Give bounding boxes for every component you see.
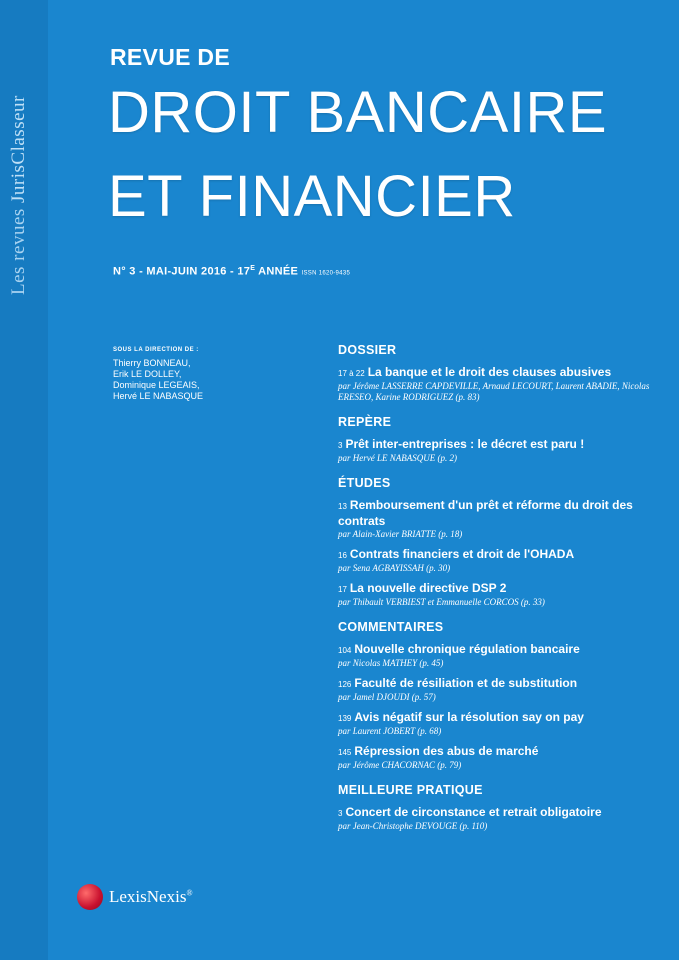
toc-entry-pages: 17: [338, 585, 347, 594]
journal-title-line1: DROIT BANCAIRE: [108, 80, 608, 145]
toc-entry-pages: 126: [338, 680, 352, 689]
spine-band: [0, 0, 48, 960]
toc-entry-authors: par Jean-Christophe DEVOUGE (p. 110): [338, 821, 488, 831]
toc-section-heading: MEILLEURE PRATIQUE: [338, 783, 483, 797]
toc-entry-title: Concert de circonstance et retrait obligatoire: [345, 805, 602, 819]
table-of-contents: [338, 343, 658, 839]
toc-entry-authors: par Alain-Xavier BRIATTE (p. 18): [338, 529, 463, 539]
toc-entry-title-line: [338, 437, 658, 453]
editorial-direction: [113, 347, 203, 402]
toc-entry-authors: par Jérôme LASSERRE CAPDEVILLE, Arnaud LECOURT, Laurent ABADIE, Nicolas ERESEO, Karine RODRIGUEZ (p. 83): [338, 381, 650, 402]
publisher-logo: [77, 884, 193, 910]
issue-sup: E: [250, 265, 256, 272]
toc-entry-pages: 13: [338, 502, 347, 511]
toc-entry[interactable]: [338, 744, 658, 771]
toc-entry[interactable]: [338, 642, 658, 669]
toc-entry-pages: 145: [338, 748, 352, 757]
toc-section-heading: COMMENTAIRES: [338, 620, 444, 634]
toc-entry-title-line: [338, 547, 658, 563]
director-name: Thierry BONNEAU,: [113, 358, 191, 368]
direction-names: [113, 358, 203, 402]
toc-entry-title-line: [338, 744, 658, 760]
toc-entry-title: Avis négatif sur la résolution say on pay: [354, 710, 584, 724]
toc-entry-title: La banque et le droit des clauses abusives: [367, 365, 612, 379]
publisher-name: LexisNexis®: [109, 887, 193, 906]
toc-entry-authors: par Jamel DJOUDI (p. 57): [338, 692, 436, 702]
toc-entry-title: Répression des abus de marché: [354, 744, 539, 758]
issue-year-word: ANNÉE: [255, 265, 299, 278]
direction-label: SOUS LA DIRECTION DE :: [113, 347, 199, 353]
toc-entry-authors: par Nicolas MATHEY (p. 45): [338, 658, 444, 668]
toc-entry-pages: 139: [338, 714, 352, 723]
journal-title-line2: ET FINANCIER: [108, 164, 516, 229]
toc-entry-pages: 3: [338, 441, 343, 450]
lexisnexis-logo-icon: [77, 884, 103, 910]
toc-entry-title: Faculté de résiliation et de substitution: [354, 676, 578, 690]
toc-entry[interactable]: [338, 676, 658, 703]
toc-entry-title-line: [338, 676, 658, 692]
toc-entry-authors: par Hervé LE NABASQUE (p. 2): [338, 453, 457, 463]
toc-entry-pages: 104: [338, 646, 352, 655]
spine-brand: JurisClasseur: [8, 95, 29, 203]
toc-entry-pages: 3: [338, 809, 343, 818]
toc-entry-title: Nouvelle chronique régulation bancaire: [354, 642, 580, 656]
toc-entry-pages: 17 à 22: [338, 369, 365, 378]
toc-entry-title: Remboursement d'un prêt et réforme du droit des contrats: [338, 498, 633, 528]
toc-entry-title-line: [338, 805, 658, 821]
director-name: Dominique LEGEAIS,: [113, 380, 200, 390]
toc-entry-title: La nouvelle directive DSP 2: [349, 581, 507, 595]
spine-prefix: Les revues: [8, 202, 29, 295]
issn: ISSN 1620-9435: [301, 270, 351, 277]
toc-entry-authors: par Thibault VERBIEST et Emmanuelle CORCOS (p. 33): [338, 597, 545, 607]
toc-entry[interactable]: [338, 547, 658, 574]
toc-entry-title-line: [338, 642, 658, 658]
toc-entry-title-line: [338, 365, 658, 381]
toc-entry-title-line: [338, 581, 658, 597]
toc-section-heading: DOSSIER: [338, 343, 397, 357]
toc-entry-authors: par Jérôme CHACORNAC (p. 79): [338, 760, 462, 770]
toc-entry[interactable]: [338, 805, 658, 832]
spine-label: [8, 95, 30, 295]
journal-kicker: REVUE DE: [110, 44, 230, 70]
toc-entry[interactable]: [338, 710, 658, 737]
director-name: Erik LE DOLLEY,: [113, 369, 182, 379]
toc-entry-pages: 16: [338, 551, 347, 560]
director-name: Hervé LE NABASQUE: [113, 391, 204, 401]
toc-section-heading: ÉTUDES: [338, 476, 391, 490]
toc-entry-authors: par Sena AGBAYISSAH (p. 30): [338, 563, 451, 573]
issue-info: [113, 265, 350, 278]
toc-entry[interactable]: [338, 365, 658, 403]
issue-number: N° 3 - MAI-JUIN 2016 - 17: [113, 265, 251, 278]
toc-entry-title: Prêt inter-entreprises : le décret est paru !: [345, 437, 585, 451]
toc-entry-title-line: [338, 710, 658, 726]
toc-entry[interactable]: [338, 581, 658, 608]
toc-entry[interactable]: [338, 498, 658, 540]
toc-entry-authors: par Laurent JOBERT (p. 68): [338, 726, 442, 736]
toc-entry[interactable]: [338, 437, 658, 464]
toc-section-heading: REPÈRE: [338, 415, 392, 429]
toc-entry-title-line: [338, 498, 658, 529]
toc-entry-title: Contrats financiers et droit de l'OHADA: [349, 547, 575, 561]
